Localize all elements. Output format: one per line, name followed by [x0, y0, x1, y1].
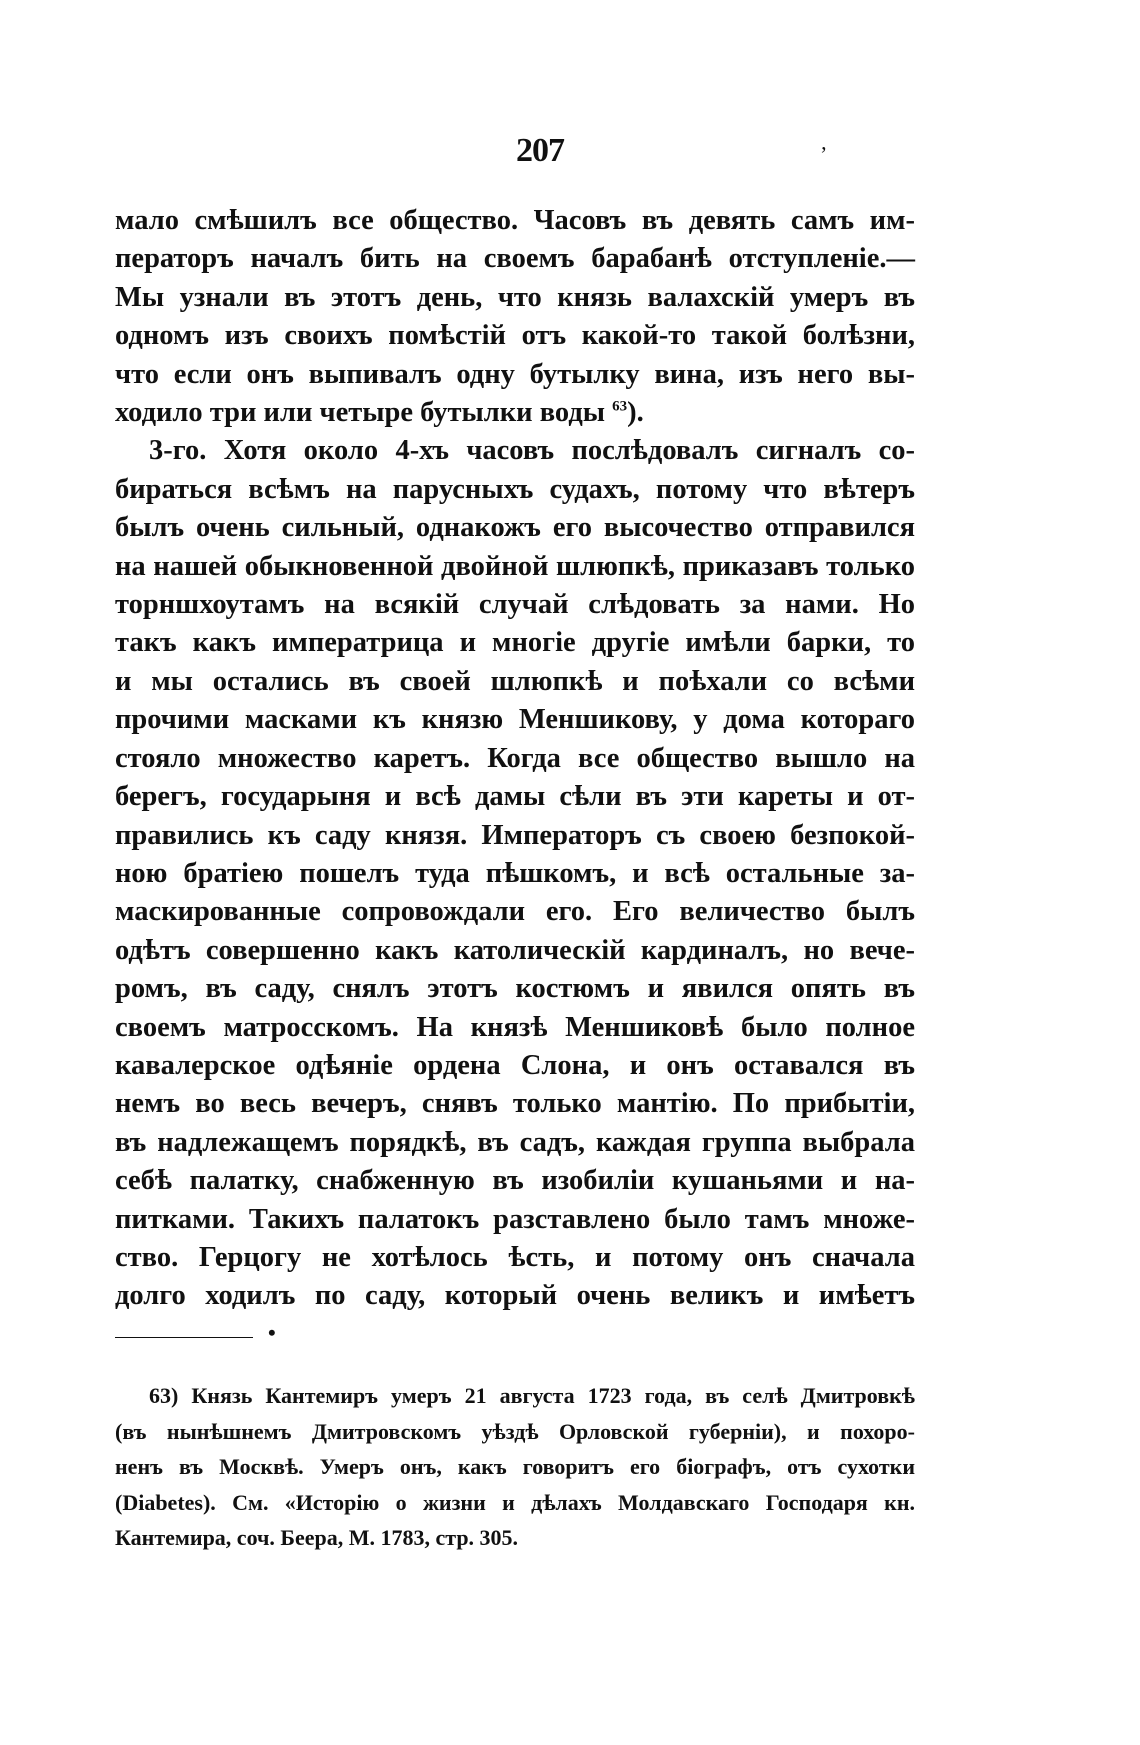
footnote-line: ненъ въ Москвѣ. Умеръ онъ, какъ говоритъ его біографъ, отъ сухотки [115, 1454, 915, 1479]
page-number: 207 [516, 132, 564, 169]
stray-ink-mark: ʼ [820, 142, 828, 167]
footnote-line: (въ нынѣшнемъ Дмитровскомъ уѣздѣ Орловской губерніи), и похоро- [115, 1418, 915, 1444]
body-line: былъ очень сильный, однакожъ его высочество отправился [115, 512, 915, 544]
footnote-reference[interactable]: 63 [612, 398, 628, 415]
footnote-line: (Diabetes). См. «Исторію о жизни и дѣлахъ Молдавскаго Господаря кн. [115, 1489, 915, 1515]
footnote-reference-close: ). [627, 397, 644, 429]
body-line-with-footnote-ref [115, 394, 915, 432]
body-line: маскированные сопровождали его. Его величество былъ [115, 896, 915, 928]
body-line: на нашей обыкновенной двойной шлюпкѣ, приказавъ только [115, 550, 915, 582]
body-line: такъ какъ императрица и многіе другіе имѣли барки, то [115, 627, 915, 659]
body-line: и мы остались въ своей шлюпкѣ и поѣхали со всѣми [115, 665, 915, 697]
body-line: ператоръ началъ бить на своемъ барабанѣ отступленіе.— [115, 243, 915, 275]
footnote-line: Кантемира, соч. Беера, М. 1783, стр. 305. [115, 1525, 519, 1550]
body-line: долго ходилъ по саду, который очень великъ и имѣетъ [115, 1280, 915, 1312]
paragraph-start-line: 3-го. Хотя около 4-хъ часовъ послѣдовалъ сигналъ со- [149, 435, 915, 467]
body-line: себѣ палатку, снабженную въ изобиліи кушаньями и на- [115, 1165, 915, 1197]
body-line: ною братіею пошелъ туда пѣшкомъ, и всѣ остальные за- [115, 857, 915, 889]
body-line: ство. Герцогу не хотѣлось ѣсть, и потому онъ сначала [115, 1241, 915, 1273]
body-line: ромъ, въ саду, снялъ этотъ костюмъ и явился опять въ [115, 973, 915, 1005]
body-line: бираться всѣмъ на парусныхъ судахъ, потому что вѣтеръ [115, 473, 915, 505]
body-line: одѣтъ совершенно какъ католическій кардиналъ, но вече- [115, 934, 915, 966]
body-line: немъ во весь вечеръ, снявъ только мантію. По прибытіи, [115, 1088, 915, 1120]
body-line: одномъ изъ своихъ помѣстій отъ какой-то такой болѣзни, [115, 320, 915, 352]
body-line: что если онъ выпивалъ одну бутылку вина, изъ него вы- [115, 358, 915, 390]
body-line: прочими масками къ князю Меншикову, у дома котораго [115, 704, 915, 736]
footnote-line: 63) Князь Кантемиръ умеръ 21 августа 1723 года, въ селѣ Дмитровкѣ [149, 1383, 915, 1408]
footnote-rule-dot: • [268, 1320, 276, 1345]
body-line: мало смѣшилъ все общество. Часовъ въ девять самъ им- [115, 205, 915, 236]
body-line: питками. Такихъ палатокъ разставлено было тамъ множе- [115, 1203, 915, 1235]
body-line: въ надлежащемъ порядкѣ, въ садъ, каждая группа выбрала [115, 1126, 915, 1158]
body-line-text: ходило три или четыре бутылки воды [115, 397, 606, 429]
main-text [115, 202, 915, 1316]
body-line: своемъ матросскомъ. На князѣ Меншиковѣ было полное [115, 1011, 915, 1043]
footnote-separator-rule [115, 1337, 253, 1338]
body-line: правились къ саду князя. Императоръ съ своею безпокой- [115, 819, 915, 851]
body-line: берегъ, государыня и всѣ дамы сѣли въ эти кареты и от- [115, 781, 915, 813]
body-line: Мы узнали въ этотъ день, что князь валахскій умеръ въ [115, 281, 915, 313]
body-line: стояло множество каретъ. Когда все общество вышло на [115, 742, 915, 774]
body-line: кавалерское одѣяніе ордена Слона, и онъ оставался въ [115, 1049, 915, 1081]
body-line: торншхоутамъ на всякій случай слѣдовать за нами. Но [115, 589, 915, 621]
footnote [115, 1378, 915, 1556]
